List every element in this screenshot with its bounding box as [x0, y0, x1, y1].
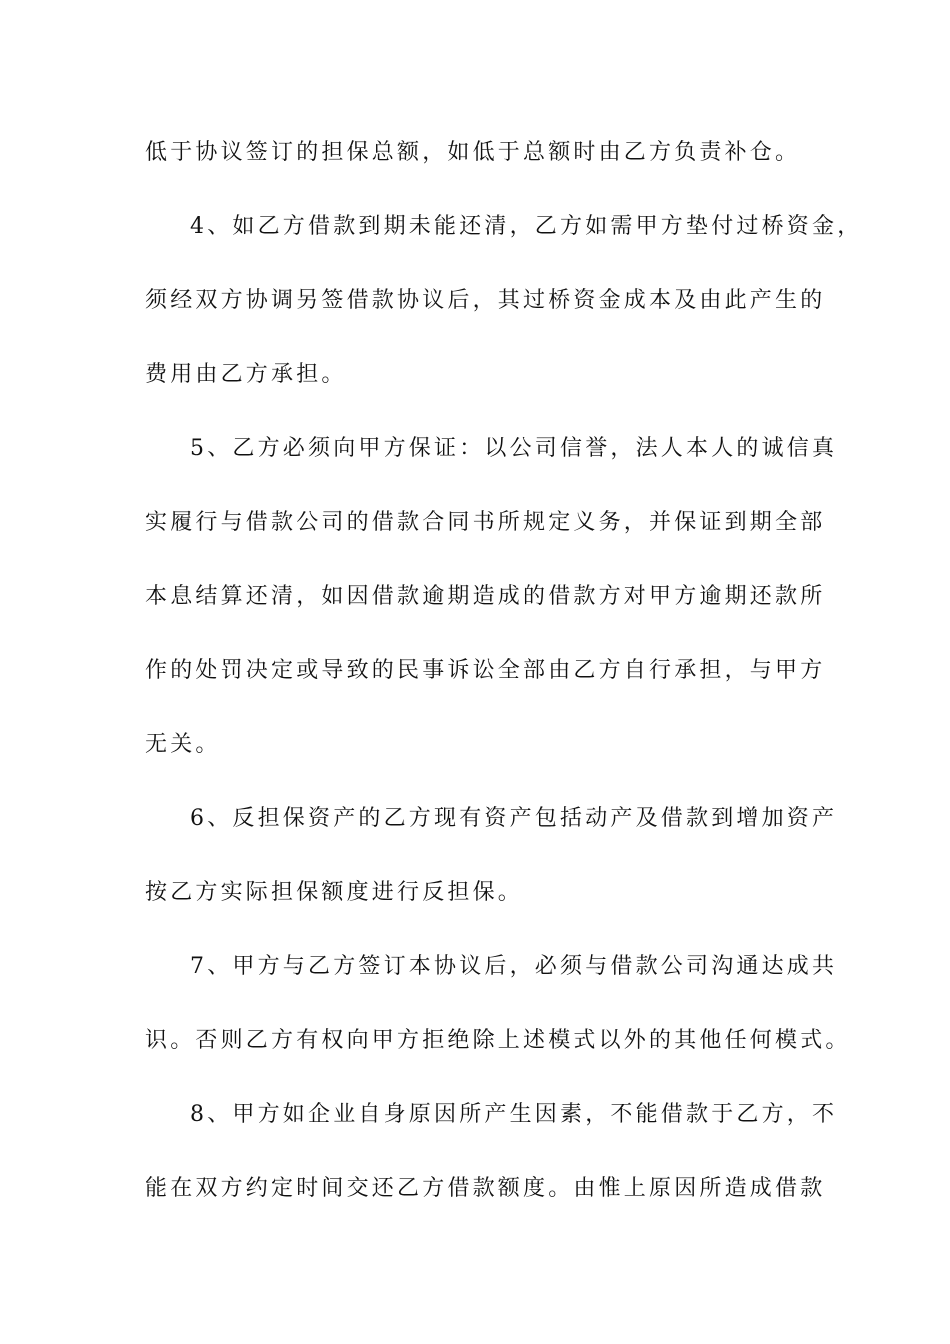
text-line: 按乙方实际担保额度进行反担保。 — [145, 880, 524, 905]
text-line: 实履行与借款公司的借款合同书所规定义务，并保证到期全部 — [145, 510, 826, 535]
paragraph-5-line: 5、乙方必须向甲方保证：以公司信誉，法人本人的诚信真 — [190, 436, 838, 461]
text-line: 无关。 — [145, 732, 221, 757]
paragraph-6-line: 6、反担保资产的乙方现有资产包括动产及借款到增加资产 — [190, 806, 838, 831]
text-line: 识。否则乙方有权向甲方拒绝除上述模式以外的其他任何模式。 — [145, 1028, 851, 1053]
text-line: 作的处罚决定或导致的民事诉讼全部由乙方自行承担，与甲方 — [145, 658, 826, 683]
text-line: 费用由乙方承担。 — [145, 362, 347, 387]
text-line: 能在双方约定时间交还乙方借款额度。由惟上原因所造成借款 — [145, 1176, 826, 1201]
paragraph-8-line: 8、甲方如企业自身原因所产生因素，不能借款于乙方，不 — [190, 1102, 838, 1127]
paragraph-7-line: 7、甲方与乙方签订本协议后，必须与借款公司沟通达成共 — [190, 954, 838, 979]
paragraph-4-line: 4、如乙方借款到期未能还清，乙方如需甲方垫付过桥资金， — [190, 214, 863, 239]
text-line: 须经双方协调另签借款协议后，其过桥资金成本及由此产生的 — [145, 288, 826, 313]
text-line: 本息结算还清，如因借款逾期造成的借款方对甲方逾期还款所 — [145, 584, 826, 609]
text-line: 低于协议签订的担保总额，如低于总额时由乙方负责补仓。 — [145, 140, 801, 165]
